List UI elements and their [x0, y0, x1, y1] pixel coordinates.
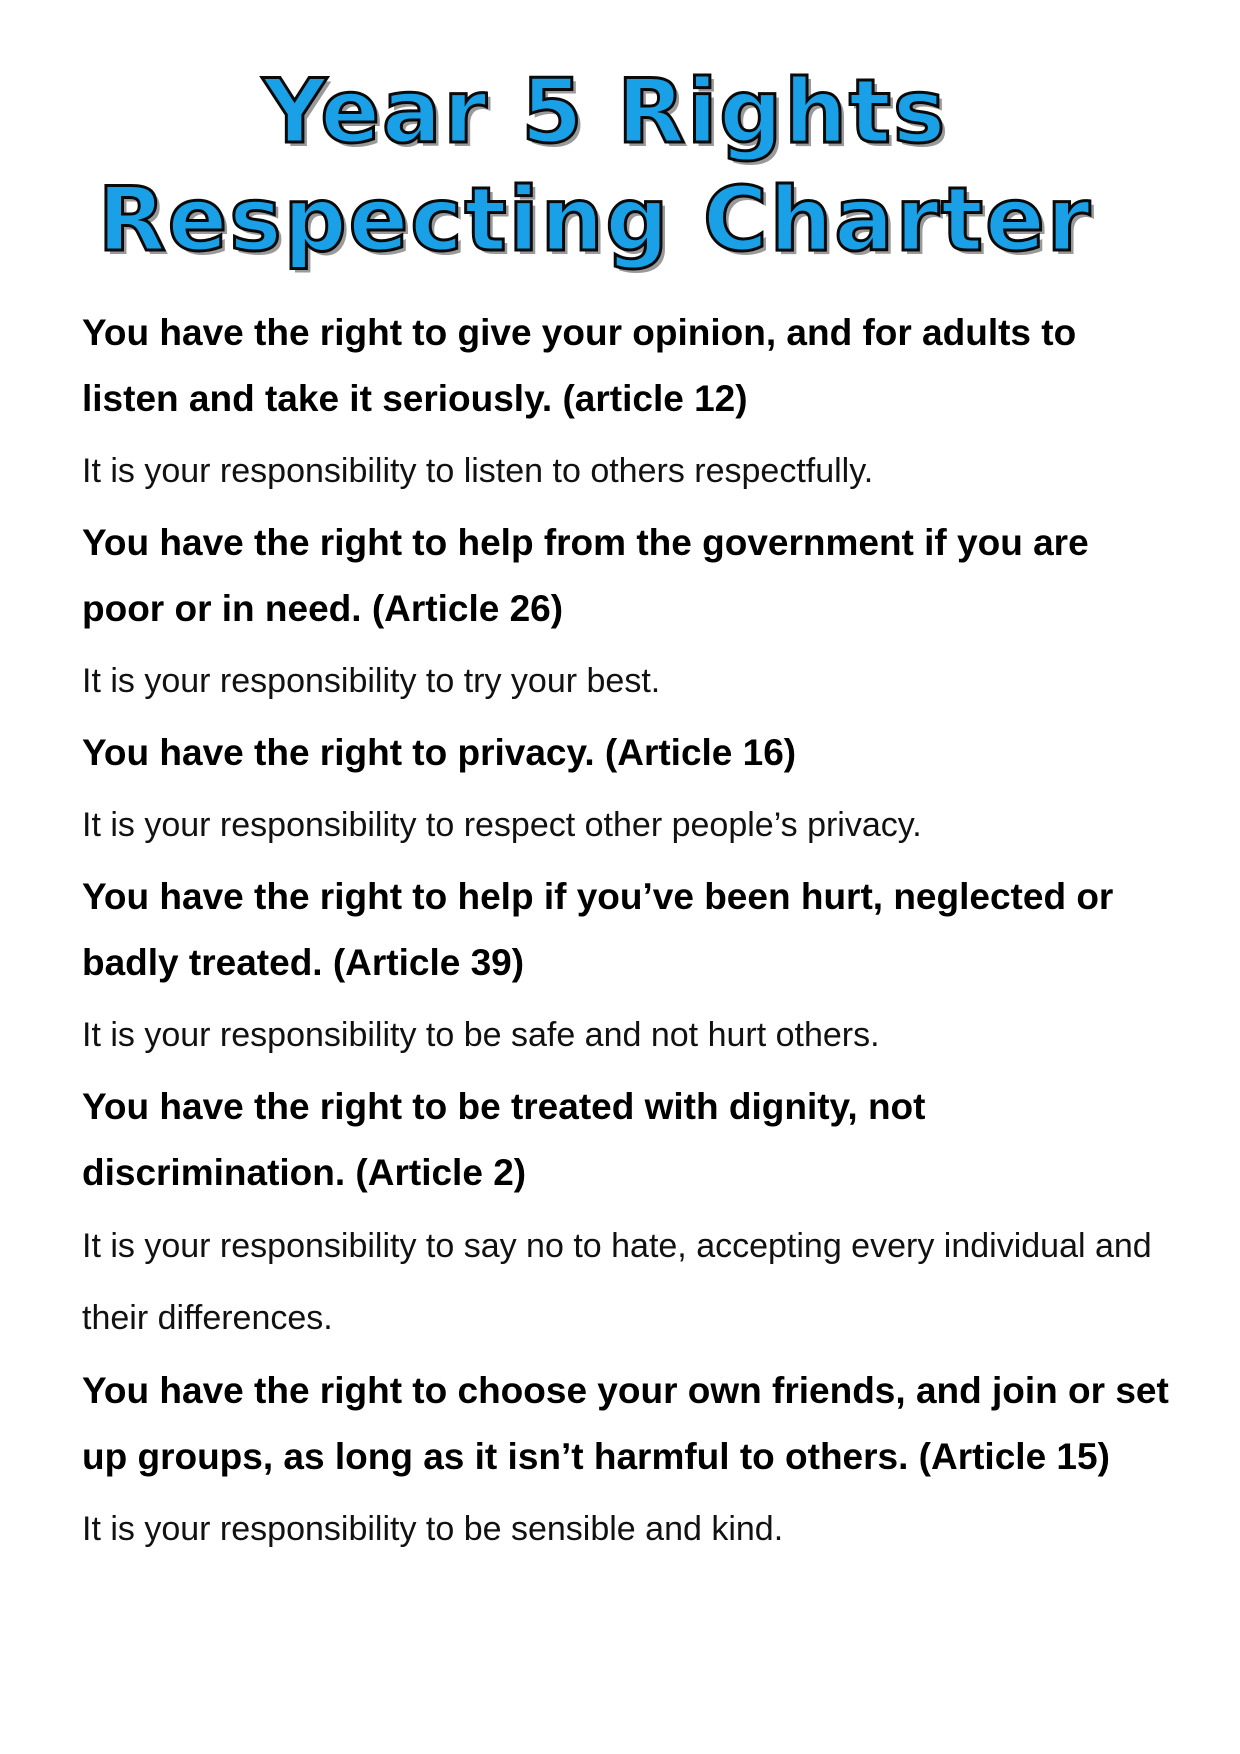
responsibility-statement: It is your responsibility to say no to hate, accepting every individual and their differences.: [82, 1227, 1152, 1337]
right-statement: You have the right to help from the government if you are poor or in need. (Article 26): [82, 522, 1089, 629]
charter-item-article-16: [82, 720, 1172, 860]
charter-item-article-12: [82, 300, 1172, 506]
responsibility-statement: It is your responsibility to be sensible and kind.: [82, 1510, 784, 1548]
right-statement: You have the right to help if you’ve been hurt, neglected or badly treated. (Article 39): [82, 876, 1114, 983]
responsibility-statement: It is your responsibility to try your best.: [82, 662, 661, 700]
charter-list: [82, 300, 1172, 1568]
right-statement: You have the right to give your opinion, and for adults to listen and take it seriously. (article 12): [82, 312, 1077, 419]
responsibility-statement: It is your responsibility to respect other people’s privacy.: [82, 806, 922, 844]
responsibility-statement: It is your responsibility to be safe and not hurt others.: [82, 1016, 880, 1054]
page-title: [0, 58, 1240, 274]
title-line-1: Year 5 Rights: [262, 60, 948, 163]
title-line-2: Respecting Charter: [97, 168, 1093, 271]
charter-item-article-15: [82, 1358, 1172, 1564]
right-statement: You have the right to privacy. (Article 16): [82, 732, 797, 773]
charter-item-article-2: [82, 1074, 1172, 1354]
right-statement: You have the right to be treated with dignity, not discrimination. (Article 2): [82, 1086, 926, 1193]
charter-item-article-39: [82, 864, 1172, 1070]
responsibility-statement: It is your responsibility to listen to others respectfully.: [82, 452, 874, 490]
charter-item-article-26: [82, 510, 1172, 716]
right-statement: You have the right to choose your own friends, and join or set up groups, as long as it isn’t harmful to others. (Article 15): [82, 1370, 1169, 1477]
